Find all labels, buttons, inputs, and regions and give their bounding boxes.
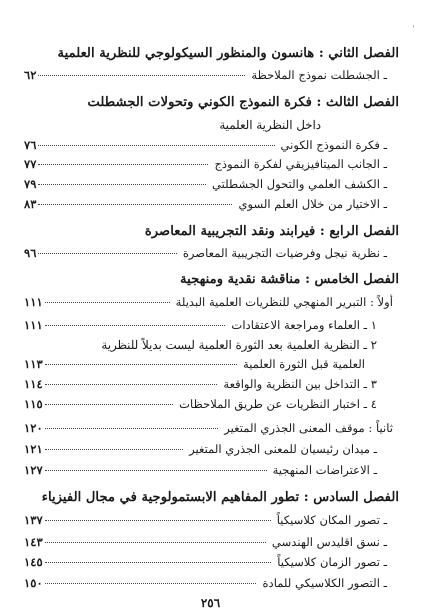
entry-page: ٩٦ xyxy=(24,246,37,260)
entry-page: ١١٥ xyxy=(24,397,43,411)
entry-page: ١٢٧ xyxy=(24,463,43,477)
chapter-title: مناقشة نقدية ومنهجية xyxy=(180,272,301,287)
toc-entry[interactable] xyxy=(24,535,387,549)
entry-page: ٧٧ xyxy=(24,157,37,171)
leader-dots xyxy=(45,520,271,521)
entry-page: ٧٩ xyxy=(24,177,37,191)
leader-dots xyxy=(45,583,257,584)
entry-page: ١٢١ xyxy=(24,442,43,456)
chapter-two-heading xyxy=(24,46,399,61)
entry-page: ١١١ xyxy=(24,318,43,332)
toc-entry[interactable] xyxy=(24,246,387,260)
chapter-six-heading xyxy=(24,490,399,505)
entry-page: ١٢٠ xyxy=(24,421,43,435)
toc-entry[interactable] xyxy=(24,513,387,527)
entry-text: ٣ ـ التداخل بين النظرية والواقعة xyxy=(223,377,377,391)
entry-text: ـ نسق اقليدس الهندسي xyxy=(271,535,387,549)
toc-entry-line: ٢ ـ النظرية العلمية بعد الثورة العلمية ليست بديلاً للنظرية xyxy=(101,338,377,352)
leader-dots xyxy=(45,302,170,303)
toc-entry[interactable] xyxy=(24,295,393,309)
chapter-three-heading xyxy=(24,95,399,110)
chapter-title: فيرابند ونقد التجريبية المعاصرة xyxy=(144,224,316,239)
toc-entry[interactable] xyxy=(24,397,377,411)
toc-entry[interactable] xyxy=(24,177,387,191)
leader-dots xyxy=(38,184,206,185)
toc-entry[interactable] xyxy=(24,357,365,371)
chapter-title: هانسون والمنظور السيكولوجي للنظرية العلمية xyxy=(57,46,315,61)
entry-text: العلمية قبل الثورة العلمية xyxy=(243,357,365,371)
chapter-label: الفصل الثاني : xyxy=(318,46,399,61)
leader-dots xyxy=(38,164,208,165)
entry-text: ـ الاختيار من خلال العلم السوي xyxy=(238,197,387,211)
entry-text: ـ ميدان رئيسيان للمعنى الجذري المتغير xyxy=(189,442,377,456)
toc-entry[interactable] xyxy=(24,68,387,82)
entry-page: ٧٦ xyxy=(24,138,37,152)
entry-text: ـ تصور المكان كلاسيكياً xyxy=(276,513,387,527)
chapter-label: الفصل الرابع : xyxy=(319,224,399,239)
entry-page: ٨٣ xyxy=(24,197,37,211)
entry-page: ١٥٠ xyxy=(24,576,43,590)
leader-dots xyxy=(38,204,232,205)
entry-page: ٦٢ xyxy=(24,68,37,82)
leader-dots xyxy=(38,253,176,254)
page-number: ٢٥٦ xyxy=(200,596,221,610)
entry-text: ثانياً : موقف المعنى الجذري المتغير xyxy=(224,421,393,435)
chapter-label: الفصل الخامس : xyxy=(305,272,399,287)
entry-page: ١١٤ xyxy=(24,377,43,391)
entry-text: ـ التصور الكلاسيكي للمادة xyxy=(262,576,387,590)
leader-dots xyxy=(45,562,272,563)
entry-page: ١١١ xyxy=(24,295,43,309)
entry-text: ـ الكشف العلمي والتحول الجشطلتي xyxy=(211,177,387,191)
chapter-label: الفصل السادس : xyxy=(303,490,399,505)
leader-dots xyxy=(38,75,245,76)
entry-text: أولاً : التبرير المنهجي للنظريات العلمية البديلة xyxy=(175,295,393,309)
leader-dots xyxy=(45,404,173,405)
leader-dots xyxy=(45,470,267,471)
toc-entry[interactable] xyxy=(24,576,387,590)
entry-text: ـ الاعتراضات المنهجية xyxy=(272,463,377,477)
entry-text: ـ الجانب الميتافيزيقي لفكرة النموذج xyxy=(214,157,387,171)
leader-dots xyxy=(45,542,266,543)
leader-dots xyxy=(45,449,183,450)
leader-dots xyxy=(45,325,226,326)
leader-dots xyxy=(45,384,218,385)
entry-page: ١١٣ xyxy=(24,357,43,371)
chapter-title: تطور المفاهيم الابستمولوجية في مجال الفيزياء xyxy=(41,490,300,505)
entry-text: ـ فكرة النموذج الكوني xyxy=(280,138,387,152)
entry-text: ٤ ـ اختبار النظريات عن طريق الملاحظات xyxy=(179,397,377,411)
entry-page: ١٤٥ xyxy=(24,555,43,569)
toc-entry[interactable] xyxy=(24,555,387,569)
entry-page: ١٣٧ xyxy=(24,513,43,527)
chapter-title: فكرة النموذج الكوني وتحولات الجشطلت xyxy=(87,95,312,110)
chapter-four-heading xyxy=(24,224,399,239)
entry-page: ١٤٣ xyxy=(24,535,43,549)
toc-entry[interactable] xyxy=(24,197,387,211)
toc-entry[interactable] xyxy=(24,463,377,477)
toc-entry[interactable] xyxy=(24,318,377,332)
toc-entry[interactable] xyxy=(24,157,387,171)
chapter-label: الفصل الثالث : xyxy=(316,95,399,110)
toc-entry[interactable] xyxy=(24,138,387,152)
toc-entry[interactable] xyxy=(24,377,377,391)
entry-text: ـ نظرية نيجل وفرضيات التجريبية المعاصرة xyxy=(182,246,387,260)
leader-dots xyxy=(45,364,237,365)
entry-text: ـ الجشطلت نموذج الملاحظة xyxy=(251,68,387,82)
leader-dots xyxy=(45,428,219,429)
entry-text: ١ ـ العلماء ومراجعة الاعتقادات xyxy=(231,318,377,332)
toc-entry[interactable] xyxy=(24,442,377,456)
toc-entry[interactable] xyxy=(24,421,393,435)
entry-text: ـ تصور الزمان كلاسيكياً xyxy=(277,555,387,569)
chapter-five-heading xyxy=(24,272,399,287)
leader-dots xyxy=(38,145,274,146)
chapter-subtitle: داخل النظرية العلمية xyxy=(219,118,321,132)
